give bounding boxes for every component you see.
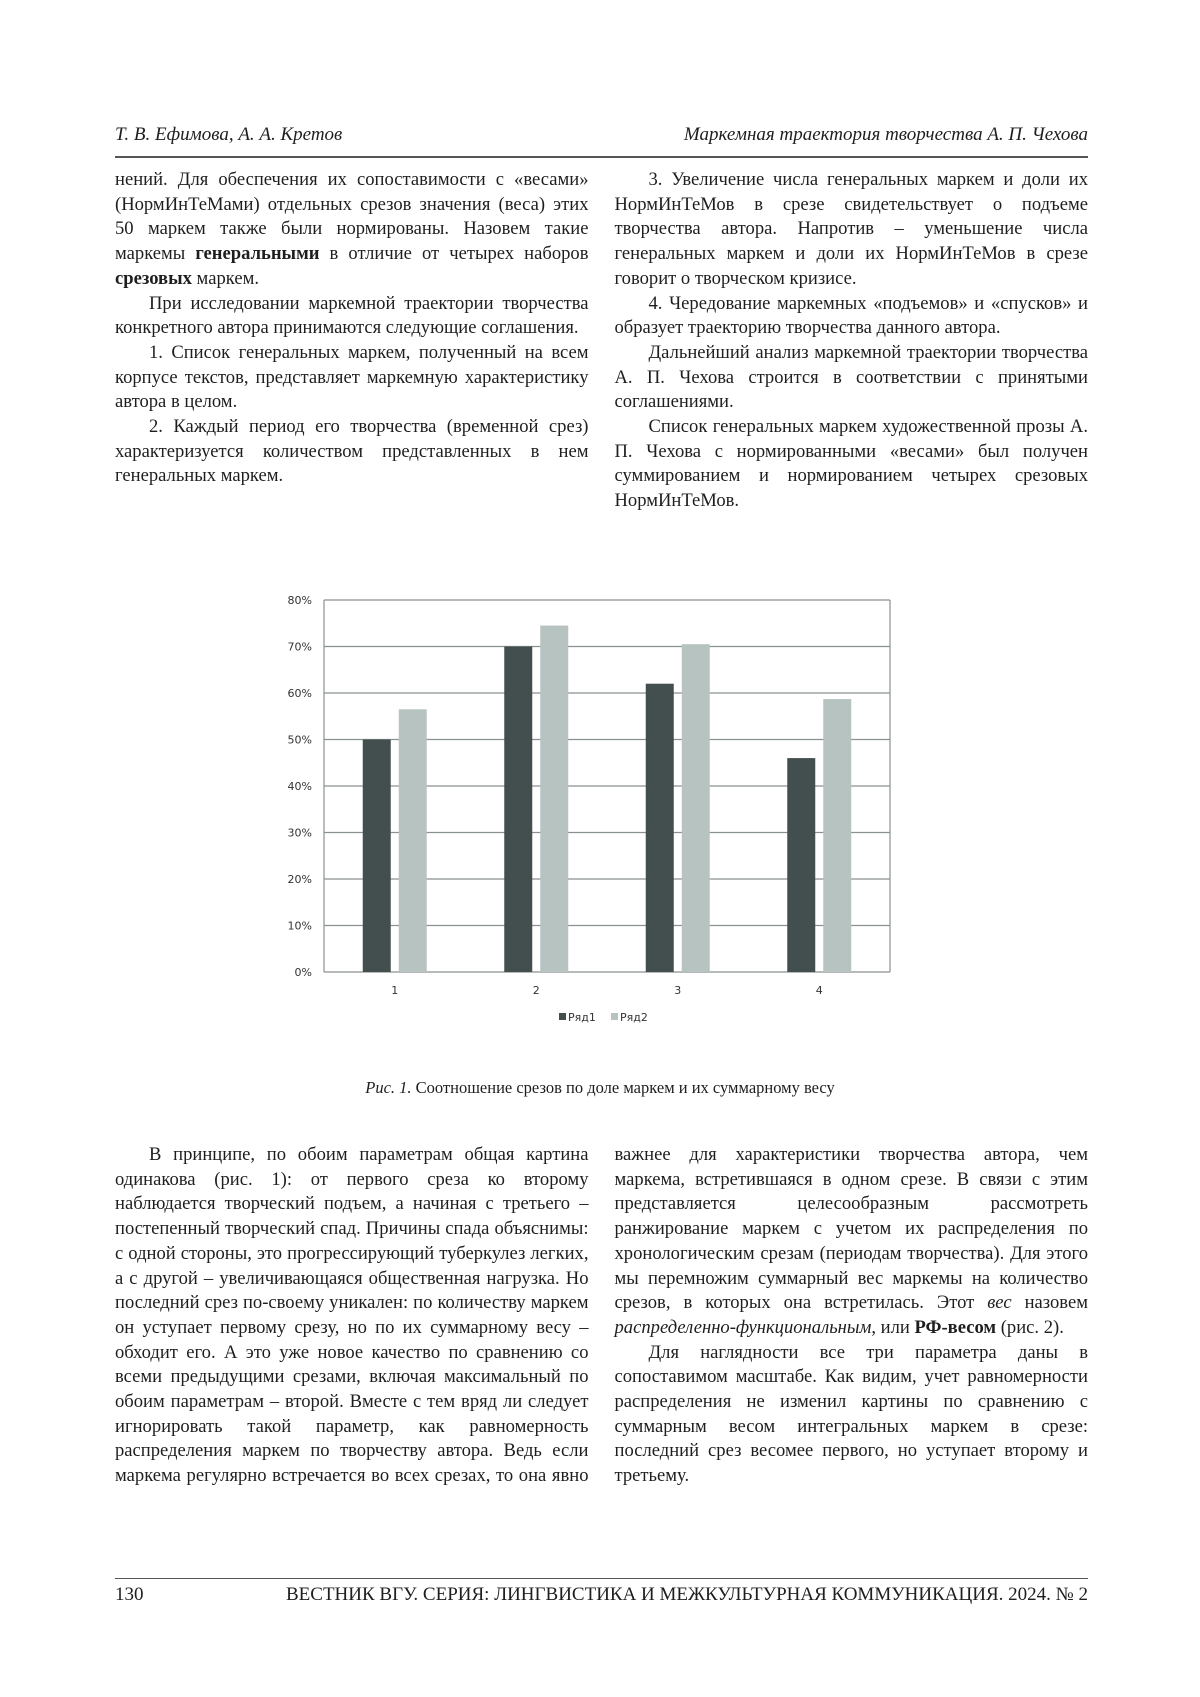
bar-Ряд1-1 bbox=[363, 740, 391, 973]
text-run: 3. Увеличение числа генеральных маркем и доли их НормИнТеМов в срезе свидетельствует о подъеме творчества автора. Напротив – уменьшение числа генеральных маркем и доли их НормИнТеМов в срезе говорит о творческом кризисе. bbox=[615, 169, 1089, 289]
bottom-text-columns bbox=[115, 1143, 1088, 1563]
y-tick-label: 30% bbox=[288, 827, 312, 840]
text-run: в отличие от четырех наборов bbox=[319, 243, 588, 264]
y-tick-label: 40% bbox=[288, 780, 312, 793]
header-rule bbox=[115, 156, 1088, 158]
text-run: 2. Каждый период его творчества (временной срез) характеризуется количеством представленных в нем генеральных маркем. bbox=[115, 416, 589, 486]
bar-Ряд2-2 bbox=[540, 626, 568, 972]
bar-chart bbox=[250, 560, 930, 1040]
bold-term: срезовых bbox=[115, 268, 192, 289]
text-run: маркем. bbox=[192, 268, 259, 289]
legend-label: Ряд2 bbox=[620, 1011, 648, 1024]
y-tick-label: 20% bbox=[288, 873, 312, 886]
legend-swatch bbox=[611, 1013, 618, 1020]
paragraph bbox=[615, 415, 1089, 514]
text-run: При исследовании маркемной траектории творчества конкретного автора принимаются следующие соглашения. bbox=[115, 293, 589, 339]
text-run: 1. Список генеральных маркем, полученный на всем корпусе текстов, представляет маркемную характеристику автора в целом. bbox=[115, 342, 589, 412]
text-run: Дальнейший анализ маркемной траектории творчества А. П. Чехова строится в соответствии с принятыми соглашениями. bbox=[615, 342, 1089, 412]
top-text-columns bbox=[115, 168, 1088, 548]
figure-caption bbox=[0, 1078, 1200, 1098]
paragraph bbox=[615, 1341, 1089, 1489]
bar-Ряд1-2 bbox=[504, 647, 532, 973]
paragraph bbox=[115, 415, 589, 489]
text-run: нений. Для обеспечения их сопоставимости с «весами» (НормИнТеМами) отдельных срезов значения (веса) этих 50 маркем также были нормированы. Назовем такие маркемы bbox=[115, 169, 589, 264]
text-run: Для наглядности все три параметра даны в сопоставимом масштабе. Как видим, учет равномерности распределения не изменил картины по сравнению с суммарным весом интегральных маркем в срезе: последний срез весомее первого, но уступает второму и третьему. bbox=[615, 1342, 1089, 1487]
y-tick-label: 80% bbox=[288, 594, 312, 607]
y-tick-label: 50% bbox=[288, 734, 312, 747]
bold-term: РФ-весом bbox=[914, 1317, 996, 1338]
bold-term: генеральными bbox=[195, 243, 319, 264]
text-run: 4. Чередование маркемных «подъемов» и «спусков» и образует траекторию творчества данного автора. bbox=[615, 293, 1089, 339]
running-header-title: Маркемная траектория творчества А. П. Чехова bbox=[684, 124, 1088, 146]
legend-label: Ряд1 bbox=[568, 1011, 596, 1024]
footer-rule bbox=[115, 1578, 1088, 1579]
x-tick-label: 2 bbox=[533, 984, 540, 997]
text-run: , или bbox=[871, 1317, 914, 1338]
x-tick-label: 3 bbox=[674, 984, 681, 997]
x-tick-label: 1 bbox=[391, 984, 398, 997]
page-number: 130 bbox=[115, 1584, 144, 1606]
paragraph bbox=[615, 341, 1089, 415]
y-tick-label: 70% bbox=[288, 641, 312, 654]
text-run: (рис. 2). bbox=[996, 1317, 1064, 1338]
paragraph bbox=[615, 168, 1089, 292]
bar-Ряд1-3 bbox=[646, 684, 674, 972]
bar-Ряд1-4 bbox=[787, 758, 815, 972]
paragraph bbox=[115, 168, 589, 292]
text-run: В принципе, по обоим параметрам общая картина одинакова (рис. 1): от первого среза ко второму наблюдается творческий подъем, а начиная с третьего – постепенный творческий спад. Причины спада объяснимы: с одной стороны, это прогрессирующий туберкулез легких, а с другой – увеличивающаяся общественная нагрузка. Но последний срез по-своему уникален: по количеству маркем он уступает первому срезу, но по их суммарному весу – обходит его. А это уже новое качество по сравнению со всеми предыдущими срезами, включая максимальный по обоим параметрам – второй. Вместе с тем вряд ли следует игнорировать такой параметр, как равномерность распределения маркем по творчеству автора. Ведь если маркема регулярно встречается во всех срезах, то она явно важнее для характеристики творчества автора, чем маркема, встретившаяся в одном срезе. В связи с этим представляется целесообразным рассмотреть ранжирование маркем с учетом их распределения по хронологическим срезам (периодам творчества). Для этого мы перемножим суммарный вес маркемы на количество срезов, в которых она встретилась. Этот bbox=[115, 1144, 1088, 1486]
bar-Ряд2-4 bbox=[823, 699, 851, 972]
paragraph bbox=[115, 292, 589, 341]
text-run: назовем bbox=[1012, 1292, 1088, 1313]
text-run: Список генеральных маркем художественной прозы А. П. Чехова с нормированными «весами» был получен суммированием и нормированием четырех срезовых НормИнТеМов. bbox=[615, 416, 1089, 511]
bar-Ряд2-3 bbox=[682, 644, 710, 972]
y-tick-label: 0% bbox=[295, 966, 312, 979]
figure-label: Рис. 1. bbox=[365, 1078, 411, 1097]
legend-swatch bbox=[559, 1013, 566, 1020]
y-tick-label: 10% bbox=[288, 920, 312, 933]
running-header-authors: Т. В. Ефимова, А. А. Кретов bbox=[115, 124, 342, 146]
paragraph bbox=[115, 341, 589, 415]
italic-term: вес bbox=[987, 1292, 1011, 1313]
journal-title: ВЕСТНИК ВГУ. СЕРИЯ: ЛИНГВИСТИКА И МЕЖКУЛЬТУРНАЯ КОММУНИКАЦИЯ. 2024. № 2 bbox=[286, 1584, 1088, 1606]
bar-Ряд2-1 bbox=[399, 709, 427, 972]
italic-term: распределенно-функциональным bbox=[615, 1317, 872, 1338]
paragraph bbox=[615, 292, 1089, 341]
y-tick-label: 60% bbox=[288, 687, 312, 700]
x-tick-label: 4 bbox=[816, 984, 823, 997]
figure-caption-text: Соотношение срезов по доле маркем и их суммарному весу bbox=[412, 1078, 835, 1097]
